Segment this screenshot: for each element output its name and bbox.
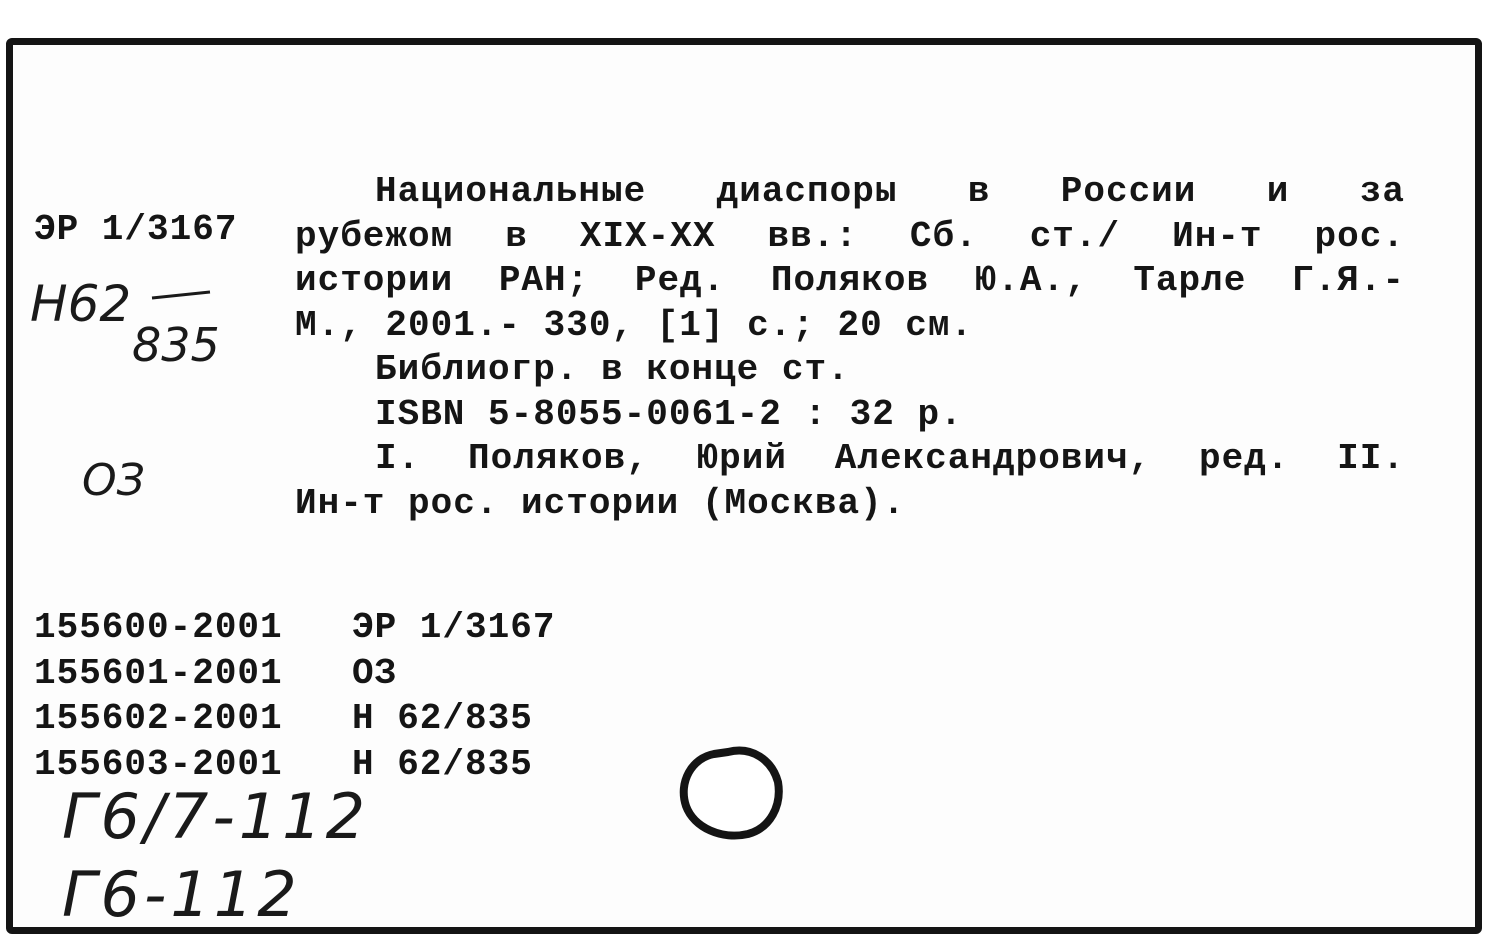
inventory-location: Н 62/835 bbox=[352, 698, 533, 739]
description-line-7: I. Поляков, Юрий Александрович, ред. II. bbox=[375, 438, 1405, 479]
handwritten-code-top: Н62 bbox=[30, 275, 132, 333]
description-line-2: рубежом в XIX-XX вв.: Сб. ст./ Ин-т рос. bbox=[295, 215, 1405, 257]
inventory-number: 155602-2001 bbox=[34, 698, 283, 739]
handwritten-note-2: Г6-112 bbox=[62, 858, 301, 931]
inventory-location: Н 62/835 bbox=[352, 743, 533, 785]
shelfmark: ЭР 1/3167 bbox=[34, 209, 238, 250]
handwritten-note-1: Г6/7-112 bbox=[62, 780, 370, 853]
handwritten-code-bottom: 835 bbox=[132, 318, 220, 372]
inventory-number: 155600-2001 bbox=[34, 607, 283, 648]
description-line-5: Библиогр. в конце ст. bbox=[375, 349, 850, 390]
description-line-4: М., 2001.- 330, [1] с.; 20 см. bbox=[295, 304, 974, 346]
inventory-location: ОЗ bbox=[352, 652, 398, 694]
handwritten-oz: ОЗ bbox=[82, 455, 145, 506]
description-line-3: истории РАН; Ред. Поляков Ю.А., Тарле Г.Я.- bbox=[295, 260, 1405, 301]
inventory-location: ЭР 1/3167 bbox=[352, 607, 556, 648]
description-line-8: Ин-т рос. истории (Москва). bbox=[295, 482, 906, 524]
isbn-line: ISBN 5-8055-0061-2 : 32 р. bbox=[375, 393, 963, 435]
inventory-number: 155603-2001 bbox=[34, 743, 283, 785]
inventory-number: 155601-2001 bbox=[34, 652, 283, 694]
description-line-1: Национальные диаспоры в России и за bbox=[375, 171, 1405, 212]
